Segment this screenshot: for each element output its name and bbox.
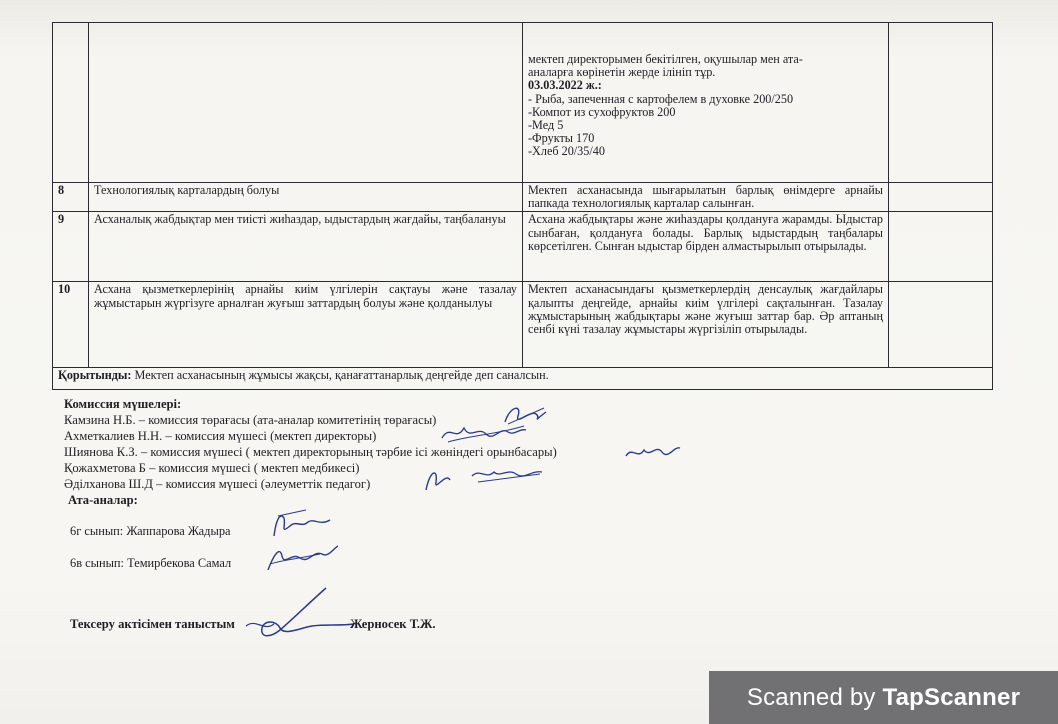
menu-item: -Хлеб 20/35/40 [528,144,605,159]
finding-line: мектеп директорымен бекітілген, оқушылар мен ата- [528,52,803,66]
row-number: 9 [53,212,89,282]
finding-cell [523,23,889,183]
signature-shiyanova [622,440,682,464]
parent-line: 6г сынып: Жаппарова Жадыра [70,524,231,538]
signature-akhmetkaliev [438,420,528,446]
menu-date: 03.03.2022 ж.: [528,78,602,93]
finding-line: аналарға көрінетін жерде ілініп тұр. [528,65,716,80]
conclusion-row [53,368,993,390]
parent-line: 6в сынып: Темирбекова Самал [70,556,232,570]
conclusion-label: Қорытынды: [58,368,132,383]
commission-heading: Комиссия мүшелері: [64,397,182,411]
empty-cell [889,282,993,368]
row-number: 8 [53,183,89,212]
empty-cell [889,183,993,212]
signature-zhapparova [266,508,336,540]
row-number-cell [53,23,89,183]
criterion-text: Асханалық жабдықтар мен тиісті жиһаздар, ыдыстардың жағдайы, таңбалануы [89,212,523,282]
scanner-watermark [709,671,1058,724]
finding-text: Асхана жабдықтары және жиһаздары қолдануға жарамды. Ыдыстар сынбаған, қолдануға болады. Барлық ыдыстардың таңбалары көрсетілген. Сынған ыдыстар бірден алмастырылып отырылады. [523,212,889,282]
acknowledgement-name: Жерносек Т.Ж. [350,617,436,631]
table-row [53,282,993,368]
menu-item: -Мед 5 [528,118,564,133]
menu-item: -Фрукты 170 [528,131,595,146]
table-row-previous [53,23,993,183]
table-row [53,212,993,282]
watermark-brand: TapScanner [882,684,1021,711]
table-row [53,183,993,212]
menu-item: -Компот из сухофруктов 200 [528,104,676,119]
signature-temirbekova [262,540,342,576]
signature-zhernosek [240,584,358,644]
empty-cell [889,23,993,183]
watermark-prefix: Scanned by [746,684,883,711]
commission-member: Қожахметова Б – комиссия мүшесі ( мектеп медбикесі) [64,461,360,475]
commission-member: Ахметкалиев Н.Н. – комиссия мүшесі (мектеп директоры) [64,429,377,443]
criterion-text: Асхана қызметкерлерінің арнайы киім үлгілерін сақтауы және тазалау жұмыстарын жүргізуге арналған жуғыш заттардың болуы және қолданылуы [89,282,523,368]
empty-cell [889,212,993,282]
criterion-text: Технологиялық карталардың болуы [89,183,523,212]
criterion-cell [89,23,523,183]
commission-member: Шиянова К.З. – комиссия мүшесі ( мектеп директорының тәрбие ісі жөніндегі орынбасары) [64,445,557,459]
acknowledgement-label: Тексеру актісімен таныстым [70,617,235,631]
commission-member: Камзина Н.Б. – комиссия төрағасы (ата-аналар комитетінің төрағасы) [64,413,437,427]
conclusion-text: Мектеп асханасының жұмысы жақсы, қанағаттанарлық деңгейде деп саналсын. [131,368,549,383]
parents-heading: Ата-аналар: [68,493,138,507]
signature-adilkhanova [420,462,560,496]
conclusion-cell [53,368,993,390]
menu-item: - Рыба, запеченная с картофелем в духовке 200/250 [528,91,794,106]
row-number: 10 [53,282,89,368]
inspection-table [52,22,993,390]
finding-text: Мектеп асханасында шығарылатын барлық өнімдерге арнайы папкада технологиялық карталар салынған. [523,183,889,212]
commission-member: Әділханова Ш.Д – комиссия мүшесі (әлеуметтік педагог) [64,477,371,491]
finding-text: Мектеп асханасындағы қызметкерлердің денсаулық жағдайлары қалыпты деңгейде, арнайы киім үлгілері сақталынған. Тазалау жұмыстарының жабдықтары және жуғыш заттар бар. Әр аптаның сенбі күні тазалау жұмыстары жүргізіліп отырылады. [523,282,889,368]
